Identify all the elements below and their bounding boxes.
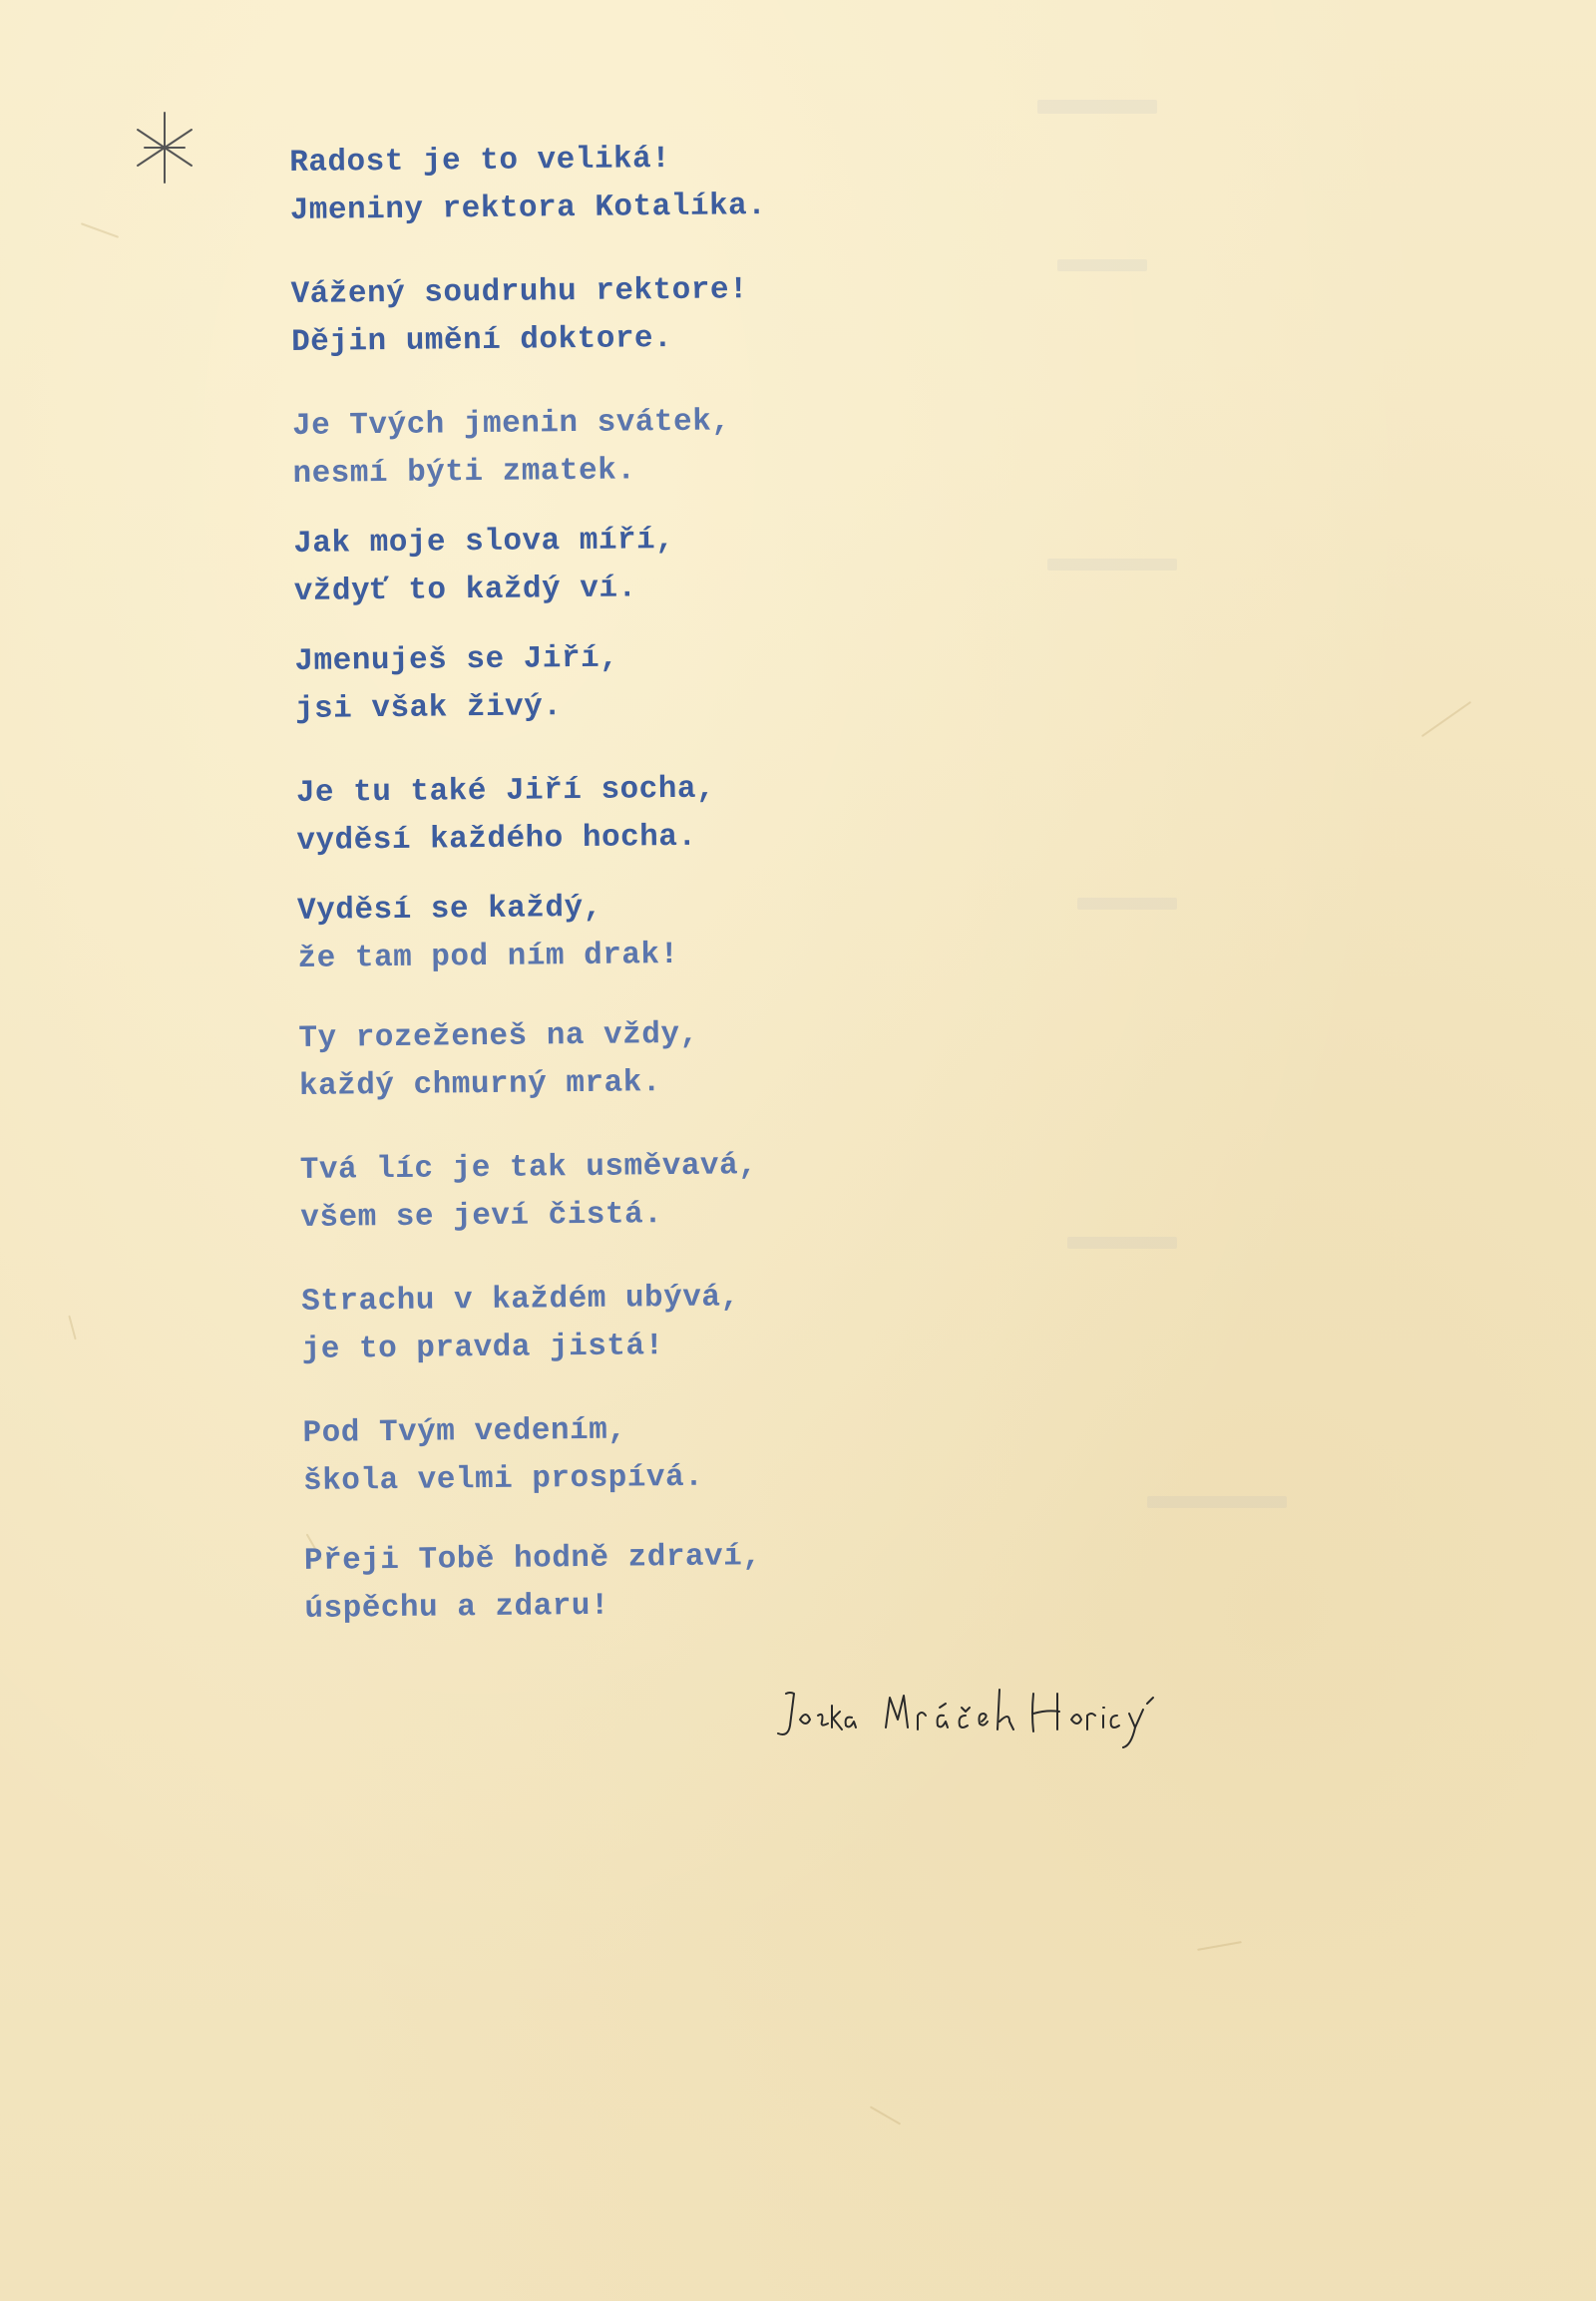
poem-line: Přeji Tobě hodně zdraví, [303,1539,762,1579]
poem-line: nesmí býti zmatek. [292,453,636,492]
stanza [289,135,767,235]
stanza [297,884,679,983]
stanza [301,1274,740,1374]
stanza [302,1406,703,1506]
poem-line: Vyděsí se každý, [296,890,602,929]
poem-line: škola velmi prospívá. [302,1459,704,1499]
paper-fiber [1197,1941,1242,1951]
stanza [304,1533,762,1634]
poem-line: úspěchu a zdaru! [304,1588,610,1627]
poem-line: že tam pod ním drak! [297,937,679,976]
poem-line: Jmeniny rektora Kotalíka. [289,188,767,228]
stanza [296,766,716,866]
bleed-through-mark [1147,1496,1287,1508]
poem-line: je to pravda jistá! [301,1329,664,1367]
poem-line: vyděsí každého hocha. [296,819,697,859]
paper-fiber [1421,701,1471,737]
handwritten-signature [768,1676,1167,1765]
stanza [290,266,748,367]
poem-line: Jak moje slova míří, [293,522,675,562]
paper-fiber [870,2106,901,2124]
bleed-through-mark [1077,898,1177,910]
asterisk-mark-icon [130,108,200,188]
poem-line: Je tu také Jiří socha, [295,771,716,811]
poem-text [289,134,888,1627]
poem-line: vždyť to každý ví. [293,571,637,609]
stanza [292,398,731,499]
poem-line: Jmenuješ se Jiří, [294,640,619,679]
poem-line: Vážený soudruhu rektore! [290,272,749,312]
stanza [294,635,619,734]
paper-fiber [68,1316,76,1341]
paper-fiber [81,222,119,238]
poem-line: všem se jeví čistá. [300,1197,663,1236]
bleed-through-mark [1067,1237,1177,1249]
poem-line: Pod Tvým vedením, [302,1412,627,1451]
poem-line: Strachu v každém ubývá, [301,1280,740,1320]
bleed-through-mark [1047,559,1177,571]
poem-line: Ty rozeženeš na vždy, [298,1016,699,1056]
bleed-through-mark [1037,100,1157,114]
stanza [300,1142,758,1243]
poem-line: Tvá líc je tak usměvavá, [299,1148,758,1188]
poem-line: Je Tvých jmenin svátek, [291,404,731,444]
poem-line: Dějin umění doktore. [290,320,673,360]
stanza [298,1011,699,1111]
poem-line: každý chmurný mrak. [298,1065,662,1104]
poem-line: jsi však živý. [294,689,563,727]
bleed-through-mark [1057,259,1147,271]
poem-line: Radost je to veliká! [289,141,671,181]
stanza [293,517,675,616]
